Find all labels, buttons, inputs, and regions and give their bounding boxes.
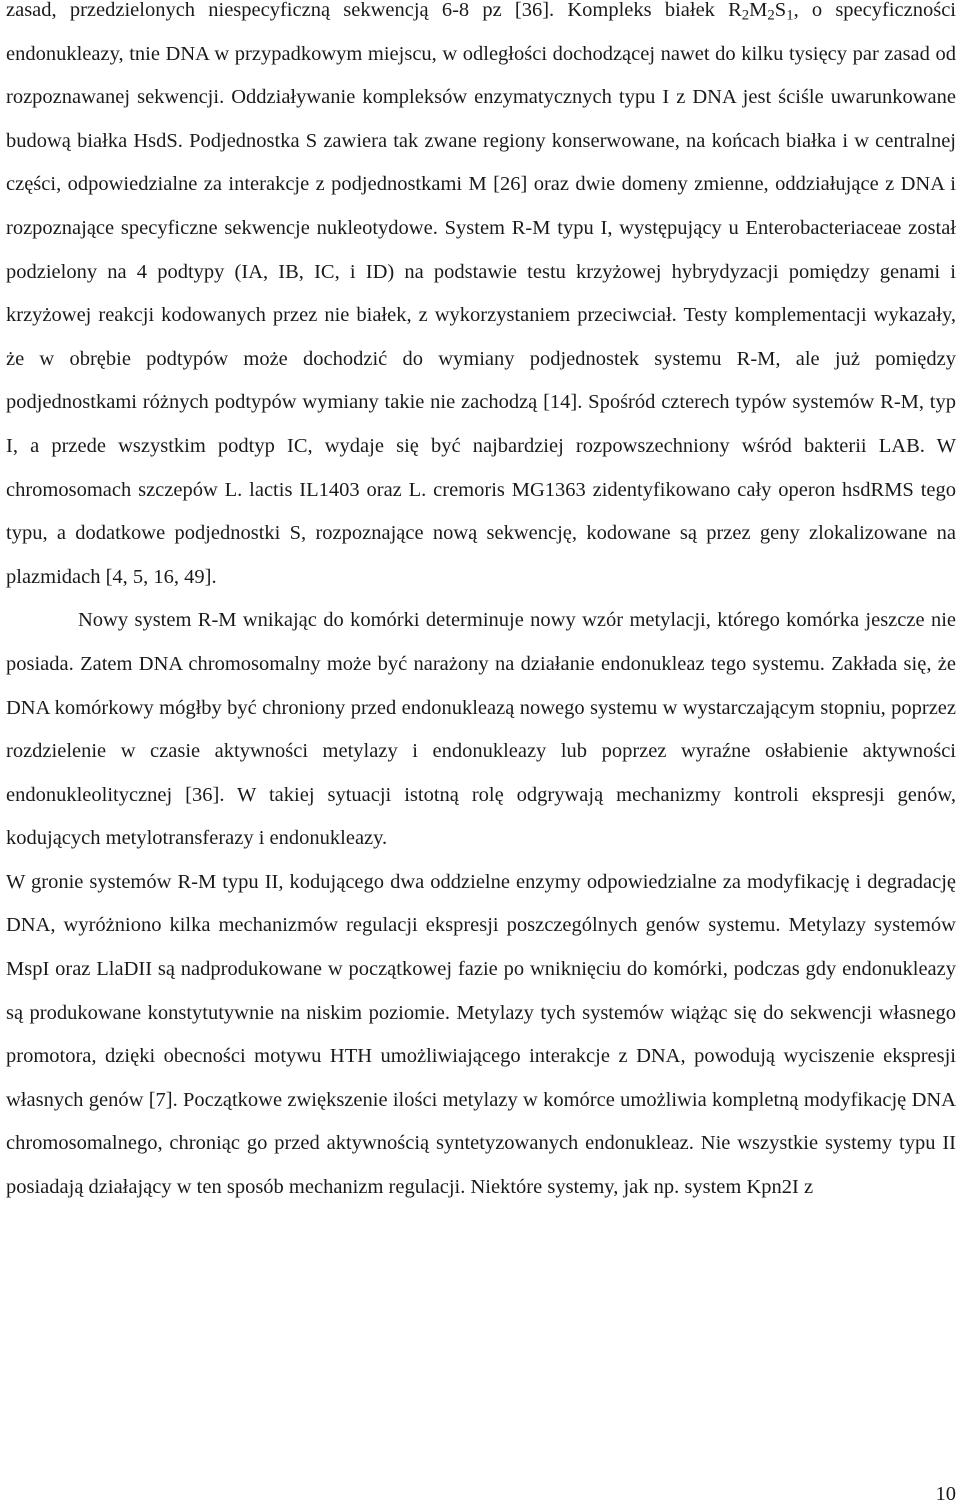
paragraph-3 <box>6 861 956 1210</box>
text-run: , o specyficzności endonukleazy, tnie DNA w przypadkowym miejscu, w odległości dochodzącej nawet do kilku tysięcy par zasad od rozpoznawanej sekwencji. Oddziaływanie kompleksów enzymatycznych typu I z DNA jest ściśle uwarunkowane budową białka HsdS. Podjednostka S zawiera tak zwane regiony konserwowane, na końcach białka i w centralnej części, odpowiedzialne za interakcje z podjednostkami M [26] oraz dwie domeny zmienne, oddziałujące z DNA i rozpoznające specyficzne sekwencje nukleotydowe. System R-M typu I, występujący u Enterobacteriaceae został podzielony na 4 podtypy (IA, IB, IC, i ID) na podstawie testu krzyżowej hybrydyzacji pomiędzy genami i krzyżowej reakcji kodowanych przez nie białek, z wykorzystaniem przeciwciał. Testy komplementacji wykazały, że w obrębie podtypów może dochodzić do wymiany podjednostek systemu R-M, ale już pomiędzy podjednostkami różnych podtypów wymiany takie nie zachodzą [14]. Spośród czterech typów systemów R-M, typ I, a przede wszystkim podtyp IC, wydaje się być najbardziej rozpowszechniony wśród bakterii LAB. W chromosomach szczepów L. lactis IL1403 oraz L. cremoris MG1363 zidentyfikowano cały operon hsdRMS tego typu, a dodatkowe podjednostki S, rozpoznające nową sekwencję, kodowane są przez geny zlokalizowane na plazmidach [4, 5, 16, 49]. <box>6 0 957 588</box>
text-run: W gronie systemów R-M typu II, kodującego dwa oddzielne enzymy odpowiedzialne za modyfikację i degradację DNA, wyróżniono kilka mechanizmów regulacji ekspresji poszczególnych genów systemu. Metylazy systemów MspI oraz LlaDII są nadprodukowane w początkowej fazie po wniknięciu do komórki, podczas gdy endonukleazy są produkowane konstytutywnie na niskim poziomie. Metylazy tych systemów wiążąc się do sekwencji własnego promotora, dzięki obecności motywu HTH umożliwiającego interakcje z DNA, powodują wyciszenie ekspresji własnych genów [7]. Początkowe zwiększenie ilości metylazy w komórce umożliwia kompletną modyfikację DNA chromosomalnego, chroniąc go przed aktywnością syntetyzowanych endonukleaz. Nie wszystkie systemy typu II posiadają działający w ten sposób mechanizm regulacji. Niektóre systemy, jak np. system Kpn2I z <box>6 870 956 1199</box>
subscript: 1 <box>786 7 794 24</box>
paragraph-1 <box>6 0 956 599</box>
document-page <box>6 0 956 1210</box>
subscript: 2 <box>741 7 750 24</box>
text-run: Nowy system R-M wnikając do komórki determinuje nowy wzór metylacji, którego komórka jeszcze nie posiada. Zatem DNA chromosomalny może być narażony na działanie endonukleaz tego systemu. Zakłada się, że DNA komórkowy mógłby być chroniony przed endonukleazą nowego systemu w wystarczającym stopniu, poprzez rozdzielenie w czasie aktywności metylazy i endonukleazy lub poprzez wyraźne osłabienie aktywności endonukleolitycznej [36]. W takiej sytuacji istotną rolę odgrywają mechanizmy kontroli ekspresji genów, kodujących metylotransferazy i endonukleazy. <box>6 609 956 850</box>
page-number: 10 <box>935 1483 956 1505</box>
text-run: M <box>749 0 768 21</box>
text-run: zasad, przedzielonych niespecyficzną sekwencją 6-8 pz [36]. Kompleks białek R <box>6 0 742 21</box>
text-run: S <box>774 0 787 21</box>
paragraph-2 <box>6 599 956 861</box>
subscript: 2 <box>767 7 775 24</box>
